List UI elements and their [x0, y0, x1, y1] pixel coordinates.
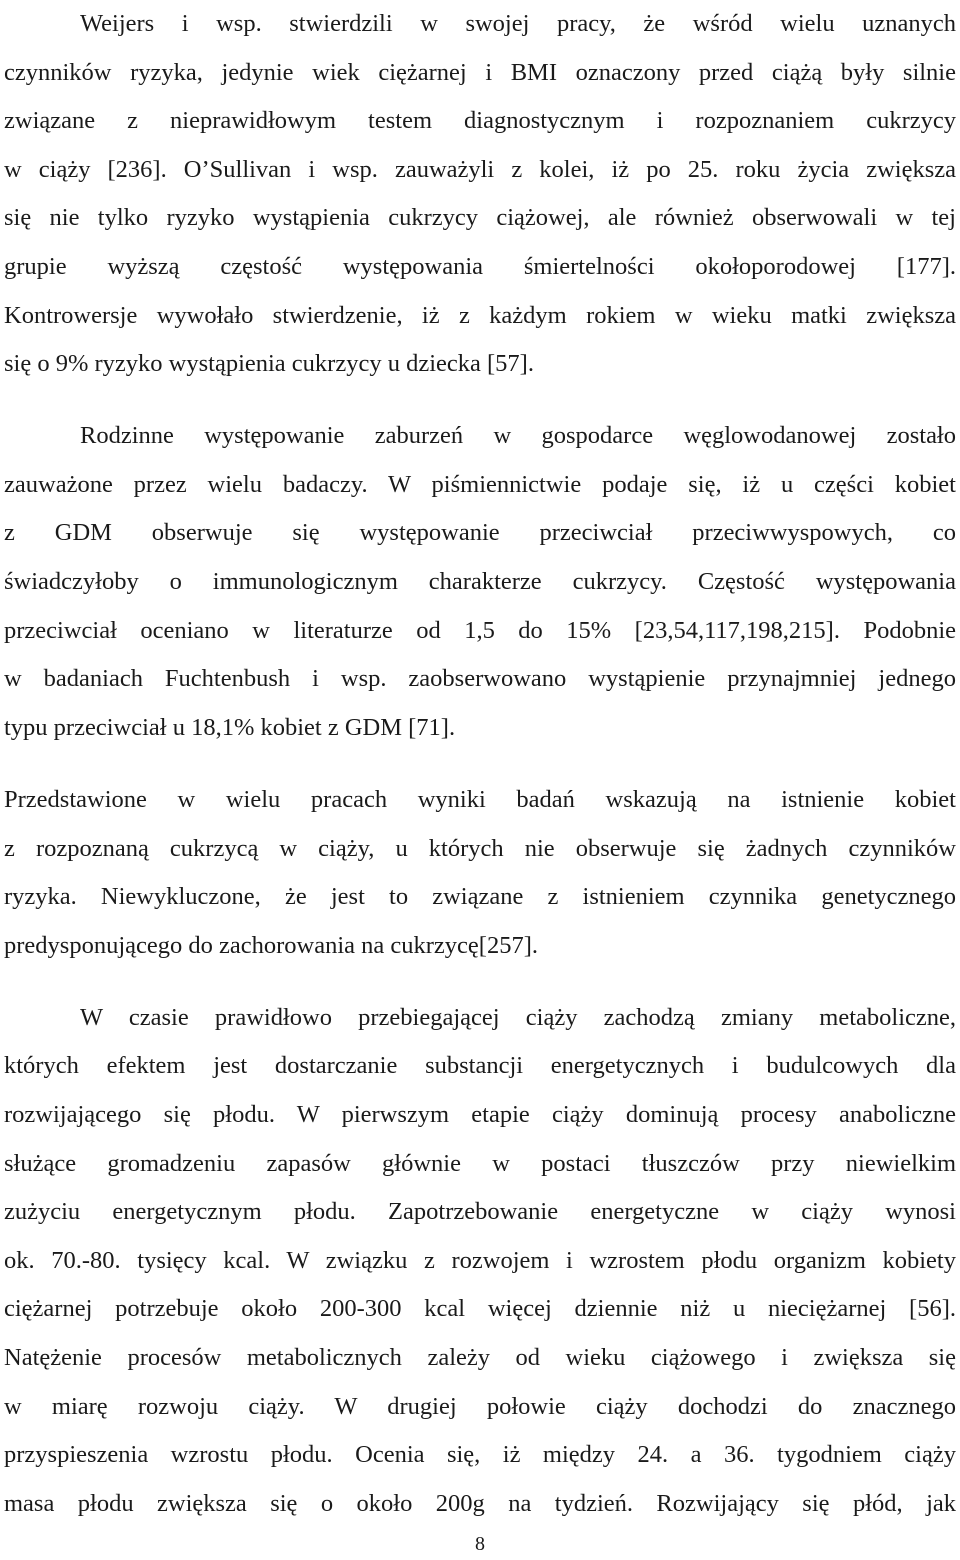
text-line: się o 9% ryzyko wystąpienia cukrzycy u dziecka [57]. [4, 350, 534, 378]
page-number: 8 [475, 1533, 485, 1555]
text-line: Rodzinne występowanie zaburzeń w gospodarce węglowodanowej zostało [80, 422, 956, 450]
text-line: w badaniach Fuchtenbush i wsp. zaobserwowano wystąpienie przynajmniej jednego [4, 665, 956, 693]
text-line: rozwijającego się płodu. W pierwszym etapie ciąży dominują procesy anaboliczne [4, 1100, 956, 1128]
text-line: predysponującego do zachorowania na cukrzycę[257]. [4, 931, 538, 959]
body-text [4, 0, 956, 1528]
text-line: czynników ryzyka, jedynie wiek ciężarnej i BMI oznaczony przed ciążą były silnie [4, 58, 956, 86]
text-line: typu przeciwciał u 18,1% kobiet z GDM [71]. [4, 713, 456, 741]
text-line: których efektem jest dostarczanie substancji energetycznych i budulcowych dla [4, 1052, 956, 1080]
paragraph-1 [4, 0, 956, 389]
paragraph-4 [4, 994, 956, 1529]
text-line: z rozpoznaną cukrzycą w ciąży, u których nie obserwuje się żadnych czynników [4, 834, 956, 862]
text-line: zużyciu energetycznym płodu. Zapotrzebowanie energetyczne w ciąży wynosi [4, 1198, 956, 1226]
text-line: w miarę rozwoju ciąży. W drugiej połowie ciąży dochodzi do znacznego [4, 1392, 956, 1420]
text-line: zauważone przez wielu badaczy. W piśmiennictwie podaje się, iż u części kobiet [4, 470, 956, 498]
text-line: W czasie prawidłowo przebiegającej ciąży zachodzą zmiany metaboliczne, [80, 1003, 956, 1031]
text-line: służące gromadzeniu zapasów głównie w postaci tłuszczów przy niewielkim [4, 1149, 956, 1177]
text-line: z GDM obserwuje się występowanie przeciwciał przeciwwyspowych, co [4, 519, 956, 547]
text-line: związane z nieprawidłowym testem diagnostycznym i rozpoznaniem cukrzycy [4, 107, 956, 135]
paragraph-3 [4, 776, 956, 970]
text-line: Weijers i wsp. stwierdzili w swojej pracy, że wśród wielu uznanych [80, 10, 956, 37]
paragraph-2 [4, 412, 956, 752]
text-line: grupie wyższą częstość występowania śmiertelności okołoporodowej [177]. [4, 252, 956, 280]
text-line: w ciąży [236]. O’Sullivan i wsp. zauważyli z kolei, iż po 25. roku życia zwiększa [4, 155, 956, 183]
text-line: Natężenie procesów metabolicznych zależy od wieku ciążowego i zwiększa się [4, 1343, 956, 1371]
text-line: ok. 70.-80. tysięcy kcal. W związku z rozwojem i wzrostem płodu organizm kobiety [4, 1246, 956, 1274]
text-line: Przedstawione w wielu pracach wyniki badań wskazują na istnienie kobiet [4, 785, 956, 813]
text-line: masa płodu zwiększa się o około 200g na tydzień. Rozwijający się płód, jak [4, 1489, 956, 1517]
text-line: ryzyka. Niewykluczone, że jest to związane z istnieniem czynnika genetycznego [4, 883, 956, 911]
text-line: się nie tylko ryzyko wystąpienia cukrzycy ciążowej, ale również obserwowali w tej [4, 204, 956, 232]
text-line: świadczyłoby o immunologicznym charakterze cukrzycy. Częstość występowania [4, 568, 956, 596]
text-line: ciężarnej potrzebuje około 200-300 kcal więcej dziennie niż u nieciężarnej [56]. [4, 1295, 956, 1323]
text-line: przeciwciał oceniano w literaturze od 1,5 do 15% [23,54,117,198,215]. Podobnie [4, 616, 956, 644]
text-line: przyspieszenia wzrostu płodu. Ocenia się, iż między 24. a 36. tygodniem ciąży [4, 1441, 956, 1469]
text-line: Kontrowersje wywołało stwierdzenie, iż z każdym rokiem w wieku matki zwiększa [4, 301, 956, 329]
